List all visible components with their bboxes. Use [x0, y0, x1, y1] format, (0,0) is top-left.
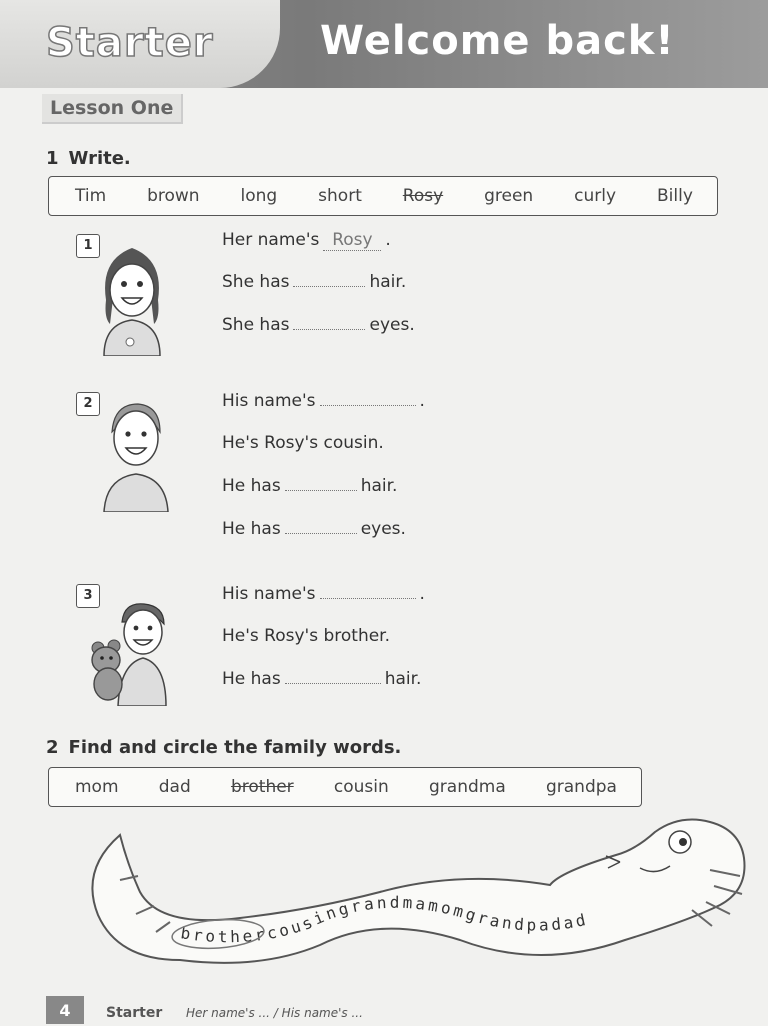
- answer-blank[interactable]: Rosy: [323, 230, 381, 251]
- exercise-1-heading: [46, 148, 131, 169]
- item-1-line-2: [222, 272, 406, 292]
- word-bank-item: cousin: [333, 777, 389, 797]
- sentence-start: She has: [222, 315, 290, 335]
- item-3-line-1: [222, 584, 425, 604]
- item-2-line-1: [222, 391, 425, 411]
- word-bank-item-used: Rosy: [402, 186, 444, 206]
- item-2-line-2: He's Rosy's cousin.: [222, 433, 384, 453]
- snake-word-puzzle: [80, 810, 760, 980]
- word-bank-item: Billy: [657, 186, 693, 206]
- sentence-start: He has: [222, 519, 281, 539]
- answer-blank[interactable]: [293, 329, 365, 330]
- item-2-number: 2: [76, 392, 100, 416]
- sentence-end: hair.: [384, 669, 422, 689]
- word-bank-item: dad: [158, 777, 191, 797]
- item-3-line-2: He's Rosy's brother.: [222, 626, 391, 646]
- item-3-line-3: [222, 669, 421, 689]
- word-bank-item: mom: [75, 777, 119, 797]
- answer-blank[interactable]: [285, 533, 357, 534]
- item-1-line-3: [222, 315, 415, 335]
- sentence-start: He has: [222, 669, 281, 689]
- exercise-2-number: 2: [46, 737, 59, 758]
- sentence-end: eyes.: [369, 315, 415, 335]
- exercise-2-word-bank: [48, 767, 642, 807]
- page-title: Welcome back!: [320, 18, 675, 64]
- sentence-end: .: [419, 584, 425, 604]
- boy-cousin-illustration: [100, 398, 172, 512]
- exercise-2-heading: [46, 737, 401, 758]
- sentence-start: She has: [222, 272, 290, 292]
- sentence-end: hair.: [369, 272, 407, 292]
- item-2-line-4: [222, 519, 406, 539]
- exercise-1-title: Write.: [68, 148, 131, 169]
- snake-letters: brothercousingrandmamomgrandpadad: [179, 892, 591, 947]
- lesson-label: Lesson One: [42, 94, 183, 124]
- header-banner: [0, 0, 768, 88]
- answer-blank[interactable]: [293, 286, 365, 287]
- sentence-start: He has: [222, 476, 281, 496]
- answer-blank[interactable]: [320, 405, 416, 406]
- item-3-number: 3: [76, 584, 100, 608]
- footer-subtitle: Her name's ... / His name's ...: [186, 1006, 363, 1020]
- exercise-2-title: Find and circle the family words.: [68, 737, 402, 758]
- answer-blank[interactable]: [285, 683, 381, 684]
- footer-unit: Starter: [106, 1005, 163, 1021]
- sentence-end: hair.: [360, 476, 398, 496]
- word-bank-item: curly: [574, 186, 617, 206]
- sentence-end: .: [419, 391, 425, 411]
- item-1-line-1: [222, 230, 391, 251]
- item-1-number: 1: [76, 234, 100, 258]
- word-bank-item: brown: [147, 186, 200, 206]
- answer-blank[interactable]: [285, 490, 357, 491]
- sentence-start: His name's: [222, 391, 316, 411]
- word-bank-item: grandpa: [545, 777, 617, 797]
- boy-brother-illustration: [84, 600, 172, 706]
- answer-blank[interactable]: [320, 598, 416, 599]
- exercise-1-word-bank: [48, 176, 718, 216]
- sentence-start: Her name's: [222, 230, 320, 250]
- exercise-1-number: 1: [46, 148, 59, 169]
- word-bank-item: grandma: [429, 777, 506, 797]
- girl-illustration: [96, 240, 168, 356]
- word-bank-item: long: [240, 186, 278, 206]
- sentence-end: .: [385, 230, 391, 250]
- word-bank-item-used: brother: [230, 777, 294, 797]
- word-bank-item: green: [484, 186, 534, 206]
- sentence-end: eyes.: [360, 519, 406, 539]
- sentence-start: His name's: [222, 584, 316, 604]
- word-bank-item: Tim: [75, 186, 107, 206]
- page-number: 4: [46, 996, 84, 1024]
- unit-title: Starter: [46, 20, 214, 66]
- item-2-line-3: [222, 476, 397, 496]
- word-bank-item: short: [318, 186, 362, 206]
